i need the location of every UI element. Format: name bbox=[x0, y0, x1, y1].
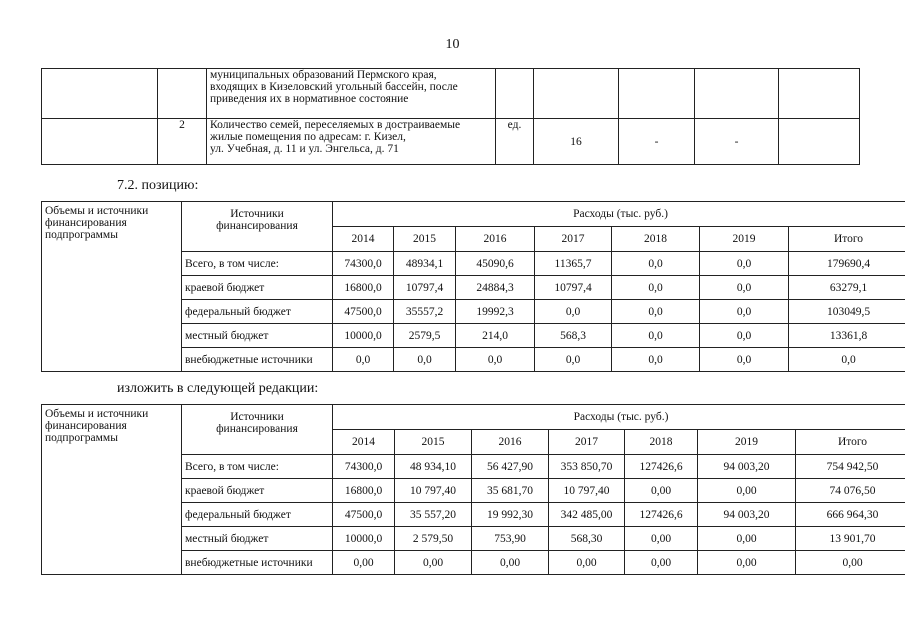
year-header: 2018 bbox=[625, 430, 698, 455]
unit-cell bbox=[496, 69, 534, 119]
old-financing-table bbox=[41, 201, 905, 372]
amount-cell: 10797,4 bbox=[535, 276, 612, 300]
amount-cell: 0,0 bbox=[612, 324, 700, 348]
source-name: Всего, в том числе: bbox=[182, 252, 333, 276]
year-header: 2015 bbox=[395, 430, 472, 455]
amount-cell: 0,0 bbox=[612, 252, 700, 276]
year-header: 2014 bbox=[333, 227, 394, 252]
amount-cell: 47500,0 bbox=[333, 503, 395, 527]
source-name: федеральный бюджет bbox=[182, 300, 333, 324]
amount-cell: 353 850,70 bbox=[549, 455, 625, 479]
amount-cell: 48934,1 bbox=[394, 252, 456, 276]
amount-cell: 0,00 bbox=[625, 527, 698, 551]
amount-cell: 127426,6 bbox=[625, 503, 698, 527]
text-line: Количество семей, переселяемых в достраиваемые bbox=[210, 119, 461, 131]
amount-cell: 35 557,20 bbox=[395, 503, 472, 527]
indicator-text bbox=[207, 69, 496, 119]
amount-cell: 0,00 bbox=[549, 551, 625, 575]
indicators-table bbox=[41, 68, 860, 165]
amount-cell: 24884,3 bbox=[456, 276, 535, 300]
amount-cell: 0,0 bbox=[700, 252, 789, 276]
section-label bbox=[42, 202, 182, 372]
amount-cell: 568,30 bbox=[549, 527, 625, 551]
amount-cell: 753,90 bbox=[472, 527, 549, 551]
empty-cell bbox=[42, 119, 158, 165]
amount-cell: 16800,0 bbox=[333, 479, 395, 503]
amount-cell: 10797,4 bbox=[394, 276, 456, 300]
source-name: внебюджетные источники bbox=[182, 551, 333, 575]
value-cell bbox=[619, 69, 695, 119]
header-line: Источники bbox=[230, 208, 284, 220]
amount-cell: 0,00 bbox=[472, 551, 549, 575]
indicator-row bbox=[42, 69, 860, 119]
text-line: приведения их в нормативное состояние bbox=[210, 93, 409, 105]
year-header: Итого bbox=[789, 227, 905, 252]
amount-cell: 0,00 bbox=[395, 551, 472, 575]
label-line: подпрограммы bbox=[45, 432, 118, 444]
value-cell: 16 bbox=[534, 119, 619, 165]
new-financing-table bbox=[41, 404, 905, 575]
amount-cell: 56 427,90 bbox=[472, 455, 549, 479]
amount-cell: 127426,6 bbox=[625, 455, 698, 479]
header-row bbox=[42, 405, 905, 430]
amount-cell: 0,00 bbox=[698, 551, 796, 575]
header-line: финансирования bbox=[216, 423, 298, 435]
unit-cell: ед. bbox=[496, 119, 534, 165]
amount-cell: 666 964,30 bbox=[796, 503, 905, 527]
expenses-header: Расходы (тыс. руб.) bbox=[333, 202, 905, 227]
amount-cell: 0,0 bbox=[700, 348, 789, 372]
value-cell: - bbox=[695, 119, 779, 165]
expenses-header: Расходы (тыс. руб.) bbox=[333, 405, 905, 430]
amount-cell: 10 797,40 bbox=[549, 479, 625, 503]
amount-cell: 0,0 bbox=[612, 300, 700, 324]
label-line: подпрограммы bbox=[45, 229, 118, 241]
sources-header bbox=[182, 405, 333, 455]
amount-cell: 10000,0 bbox=[333, 527, 395, 551]
source-name: краевой бюджет bbox=[182, 479, 333, 503]
amount-cell: 10000,0 bbox=[333, 324, 394, 348]
amount-cell: 0,00 bbox=[698, 479, 796, 503]
position-heading: 7.2. позицию: bbox=[117, 178, 199, 193]
amount-cell: 2579,5 bbox=[394, 324, 456, 348]
label-line: финансирования bbox=[45, 420, 127, 432]
source-name: местный бюджет bbox=[182, 527, 333, 551]
amount-cell: 74300,0 bbox=[333, 455, 395, 479]
row-number: 2 bbox=[158, 119, 207, 165]
header-row bbox=[42, 202, 905, 227]
header-line: финансирования bbox=[216, 220, 298, 232]
amount-cell: 214,0 bbox=[456, 324, 535, 348]
text-line: муниципальных образований Пермского края, bbox=[210, 69, 437, 81]
amount-cell: 0,0 bbox=[333, 348, 394, 372]
amount-cell: 11365,7 bbox=[535, 252, 612, 276]
year-header: 2019 bbox=[700, 227, 789, 252]
amount-cell: 0,0 bbox=[789, 348, 905, 372]
year-header: 2016 bbox=[472, 430, 549, 455]
amount-cell: 47500,0 bbox=[333, 300, 394, 324]
amount-cell: 0,0 bbox=[535, 300, 612, 324]
source-name: внебюджетные источники bbox=[182, 348, 333, 372]
label-line: Объемы и источники bbox=[45, 408, 149, 420]
text-line: ул. Учебная, д. 11 и ул. Энгельса, д. 71 bbox=[210, 143, 399, 155]
amount-cell: 0,00 bbox=[625, 479, 698, 503]
amount-cell: 0,00 bbox=[333, 551, 395, 575]
year-header: 2017 bbox=[535, 227, 612, 252]
amount-cell: 0,0 bbox=[700, 300, 789, 324]
amount-cell: 103049,5 bbox=[789, 300, 905, 324]
value-cell bbox=[695, 69, 779, 119]
amount-cell: 179690,4 bbox=[789, 252, 905, 276]
amount-cell: 10 797,40 bbox=[395, 479, 472, 503]
amount-cell: 74300,0 bbox=[333, 252, 394, 276]
amount-cell: 13 901,70 bbox=[796, 527, 905, 551]
value-cell: - bbox=[619, 119, 695, 165]
amount-cell: 35557,2 bbox=[394, 300, 456, 324]
indicator-text bbox=[207, 119, 496, 165]
year-header: 2015 bbox=[394, 227, 456, 252]
amount-cell: 16800,0 bbox=[333, 276, 394, 300]
amount-cell: 13361,8 bbox=[789, 324, 905, 348]
source-name: Всего, в том числе: bbox=[182, 455, 333, 479]
amount-cell: 754 942,50 bbox=[796, 455, 905, 479]
amount-cell: 19 992,30 bbox=[472, 503, 549, 527]
text-line: входящих в Кизеловский угольный бассейн, после bbox=[210, 81, 458, 93]
amount-cell: 0,00 bbox=[625, 551, 698, 575]
amount-cell: 0,0 bbox=[700, 276, 789, 300]
label-line: финансирования bbox=[45, 217, 127, 229]
year-header: 2018 bbox=[612, 227, 700, 252]
year-header: Итого bbox=[796, 430, 905, 455]
amount-cell: 45090,6 bbox=[456, 252, 535, 276]
page-number: 10 bbox=[445, 37, 460, 52]
amount-cell: 94 003,20 bbox=[698, 455, 796, 479]
amount-cell: 2 579,50 bbox=[395, 527, 472, 551]
amount-cell: 74 076,50 bbox=[796, 479, 905, 503]
year-header: 2016 bbox=[456, 227, 535, 252]
amount-cell: 0,00 bbox=[698, 527, 796, 551]
amount-cell: 94 003,20 bbox=[698, 503, 796, 527]
row-number bbox=[158, 69, 207, 119]
year-header: 2019 bbox=[698, 430, 796, 455]
amount-cell: 63279,1 bbox=[789, 276, 905, 300]
amount-cell: 0,0 bbox=[612, 348, 700, 372]
amount-cell: 19992,3 bbox=[456, 300, 535, 324]
year-header: 2014 bbox=[333, 430, 395, 455]
value-cell bbox=[779, 119, 860, 165]
value-cell bbox=[779, 69, 860, 119]
label-line: Объемы и источники bbox=[45, 205, 149, 217]
amount-cell: 0,0 bbox=[700, 324, 789, 348]
section-label bbox=[42, 405, 182, 575]
indicator-row bbox=[42, 119, 860, 165]
amount-cell: 0,0 bbox=[535, 348, 612, 372]
source-name: местный бюджет bbox=[182, 324, 333, 348]
value-cell bbox=[534, 69, 619, 119]
source-name: федеральный бюджет bbox=[182, 503, 333, 527]
amount-cell: 0,0 bbox=[394, 348, 456, 372]
amount-cell: 342 485,00 bbox=[549, 503, 625, 527]
amount-cell: 0,0 bbox=[612, 276, 700, 300]
amount-cell: 0,0 bbox=[456, 348, 535, 372]
amount-cell: 0,00 bbox=[796, 551, 905, 575]
text-line: жилые помещения по адресам: г. Кизел, bbox=[210, 131, 406, 143]
amount-cell: 568,3 bbox=[535, 324, 612, 348]
empty-cell bbox=[42, 69, 158, 119]
new-edition-heading: изложить в следующей редакции: bbox=[117, 381, 319, 396]
amount-cell: 35 681,70 bbox=[472, 479, 549, 503]
header-line: Источники bbox=[230, 411, 284, 423]
sources-header bbox=[182, 202, 333, 252]
indicators-body bbox=[42, 69, 860, 165]
year-header: 2017 bbox=[549, 430, 625, 455]
source-name: краевой бюджет bbox=[182, 276, 333, 300]
amount-cell: 48 934,10 bbox=[395, 455, 472, 479]
